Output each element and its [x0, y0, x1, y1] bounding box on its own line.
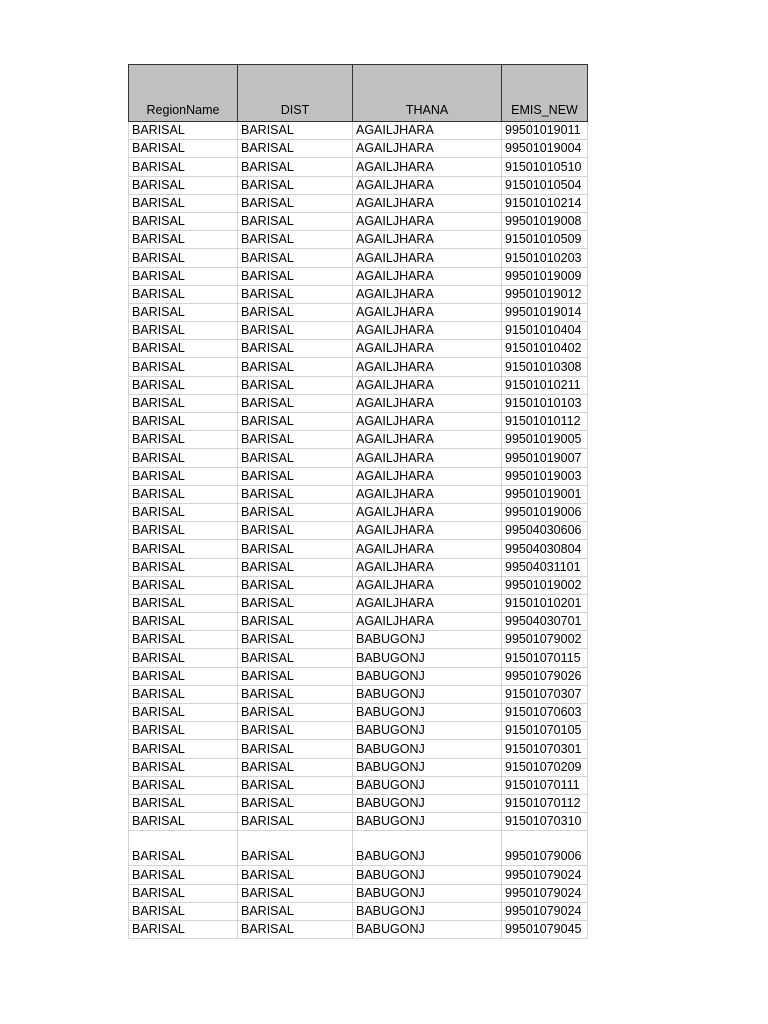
dist-cell[interactable]: BARISAL	[238, 176, 353, 194]
thana-cell[interactable]: AGAILJHARA	[353, 212, 502, 230]
region-name-cell[interactable]: BARISAL	[129, 394, 238, 412]
thana-cell[interactable]: AGAILJHARA	[353, 340, 502, 358]
emis-new-cell[interactable]: 91501070112	[502, 794, 588, 812]
region-name-cell[interactable]: BARISAL	[129, 758, 238, 776]
dist-cell[interactable]: BARISAL	[238, 485, 353, 503]
data-table	[128, 64, 588, 939]
thana-cell[interactable]: AGAILJHARA	[353, 503, 502, 521]
dist-cell[interactable]: BARISAL	[238, 322, 353, 340]
thana-cell[interactable]: AGAILJHARA	[353, 413, 502, 431]
table-row	[129, 122, 588, 140]
thana-cell[interactable]: BABUGONJ	[353, 667, 502, 685]
table-row	[129, 866, 588, 884]
thana-cell[interactable]: AGAILJHARA	[353, 613, 502, 631]
thana-cell[interactable]: AGAILJHARA	[353, 431, 502, 449]
table-row	[129, 613, 588, 631]
thana-cell[interactable]: BABUGONJ	[353, 794, 502, 812]
region-name-cell[interactable]: BARISAL	[129, 303, 238, 321]
thana-cell[interactable]: BABUGONJ	[353, 722, 502, 740]
dist-cell[interactable]: BARISAL	[238, 631, 353, 649]
region-name-cell[interactable]: BARISAL	[129, 685, 238, 703]
region-name-cell[interactable]: BARISAL	[129, 831, 238, 866]
table-row	[129, 358, 588, 376]
table-row	[129, 776, 588, 794]
thana-cell[interactable]: BABUGONJ	[353, 685, 502, 703]
table-row	[129, 920, 588, 938]
emis-new-cell[interactable]: 99501079024	[502, 866, 588, 884]
table-row	[129, 176, 588, 194]
header-region-name[interactable]: RegionName	[129, 65, 238, 122]
region-name-cell[interactable]: BARISAL	[129, 376, 238, 394]
table-row	[129, 740, 588, 758]
table-row	[129, 140, 588, 158]
region-name-cell[interactable]: BARISAL	[129, 503, 238, 521]
region-name-cell[interactable]: BARISAL	[129, 485, 238, 503]
dist-cell[interactable]: BARISAL	[238, 249, 353, 267]
dist-cell[interactable]: BARISAL	[238, 920, 353, 938]
region-name-cell[interactable]: BARISAL	[129, 649, 238, 667]
emis-new-cell[interactable]: 91501070115	[502, 649, 588, 667]
emis-new-cell[interactable]: 91501010308	[502, 358, 588, 376]
thana-cell[interactable]: BABUGONJ	[353, 902, 502, 920]
dist-cell[interactable]: BARISAL	[238, 212, 353, 230]
dist-cell[interactable]: BARISAL	[238, 467, 353, 485]
table-row	[129, 576, 588, 594]
table-row	[129, 231, 588, 249]
region-name-cell[interactable]: BARISAL	[129, 358, 238, 376]
emis-new-cell[interactable]: 99504030606	[502, 522, 588, 540]
thana-cell[interactable]: BABUGONJ	[353, 831, 502, 866]
region-name-cell[interactable]: BARISAL	[129, 631, 238, 649]
table-row	[129, 649, 588, 667]
table-row	[129, 413, 588, 431]
dist-cell[interactable]: BARISAL	[238, 303, 353, 321]
thana-cell[interactable]: AGAILJHARA	[353, 303, 502, 321]
table-row	[129, 485, 588, 503]
emis-new-cell[interactable]: 91501010402	[502, 340, 588, 358]
dist-cell[interactable]: BARISAL	[238, 758, 353, 776]
thana-cell[interactable]: BABUGONJ	[353, 704, 502, 722]
dist-cell[interactable]: BARISAL	[238, 704, 353, 722]
thana-cell[interactable]: AGAILJHARA	[353, 358, 502, 376]
table-row	[129, 431, 588, 449]
thana-cell[interactable]: AGAILJHARA	[353, 267, 502, 285]
region-name-cell[interactable]: BARISAL	[129, 122, 238, 140]
region-name-cell[interactable]: BARISAL	[129, 558, 238, 576]
dist-cell[interactable]: BARISAL	[238, 613, 353, 631]
dist-cell[interactable]: BARISAL	[238, 776, 353, 794]
emis-new-cell[interactable]: 91501010103	[502, 394, 588, 412]
thana-cell[interactable]: BABUGONJ	[353, 776, 502, 794]
emis-new-cell[interactable]: 99504030701	[502, 613, 588, 631]
region-name-cell[interactable]: BARISAL	[129, 902, 238, 920]
table-row	[129, 813, 588, 831]
dist-cell[interactable]: BARISAL	[238, 831, 353, 866]
emis-new-cell[interactable]: 91501070111	[502, 776, 588, 794]
emis-new-cell[interactable]: 91501010404	[502, 322, 588, 340]
region-name-cell[interactable]: BARISAL	[129, 231, 238, 249]
thana-cell[interactable]: BABUGONJ	[353, 758, 502, 776]
emis-new-cell[interactable]: 99501019007	[502, 449, 588, 467]
dist-cell[interactable]: BARISAL	[238, 231, 353, 249]
dist-cell[interactable]: BARISAL	[238, 285, 353, 303]
dist-cell[interactable]: BARISAL	[238, 794, 353, 812]
table-row	[129, 540, 588, 558]
table-row	[129, 376, 588, 394]
table-row	[129, 722, 588, 740]
region-name-cell[interactable]: BARISAL	[129, 340, 238, 358]
dist-cell[interactable]: BARISAL	[238, 413, 353, 431]
emis-new-cell[interactable]: 91501010201	[502, 594, 588, 612]
dist-cell[interactable]: BARISAL	[238, 358, 353, 376]
table-row	[129, 685, 588, 703]
table-row	[129, 340, 588, 358]
region-name-cell[interactable]: BARISAL	[129, 249, 238, 267]
table-row	[129, 631, 588, 649]
table-row	[129, 758, 588, 776]
table-row	[129, 249, 588, 267]
table-row	[129, 449, 588, 467]
thana-cell[interactable]: AGAILJHARA	[353, 449, 502, 467]
thana-cell[interactable]: AGAILJHARA	[353, 122, 502, 140]
region-name-cell[interactable]: BARISAL	[129, 140, 238, 158]
region-name-cell[interactable]: BARISAL	[129, 613, 238, 631]
emis-new-cell[interactable]: 99501079006	[502, 831, 588, 866]
emis-new-cell[interactable]: 91501010510	[502, 158, 588, 176]
emis-new-cell[interactable]: 99501079045	[502, 920, 588, 938]
dist-cell[interactable]: BARISAL	[238, 194, 353, 212]
region-name-cell[interactable]: BARISAL	[129, 322, 238, 340]
region-name-cell[interactable]: BARISAL	[129, 704, 238, 722]
header-dist[interactable]: DIST	[238, 65, 353, 122]
emis-new-cell[interactable]: 91501010203	[502, 249, 588, 267]
table-row	[129, 503, 588, 521]
thana-cell[interactable]: AGAILJHARA	[353, 540, 502, 558]
dist-cell[interactable]: BARISAL	[238, 667, 353, 685]
dist-cell[interactable]: BARISAL	[238, 594, 353, 612]
dist-cell[interactable]: BARISAL	[238, 576, 353, 594]
region-name-cell[interactable]: BARISAL	[129, 740, 238, 758]
region-name-cell[interactable]: BARISAL	[129, 449, 238, 467]
region-name-cell[interactable]: BARISAL	[129, 267, 238, 285]
table-row	[129, 322, 588, 340]
thana-cell[interactable]: AGAILJHARA	[353, 522, 502, 540]
thana-cell[interactable]: AGAILJHARA	[353, 485, 502, 503]
region-name-cell[interactable]: BARISAL	[129, 212, 238, 230]
dist-cell[interactable]: BARISAL	[238, 503, 353, 521]
thana-cell[interactable]: AGAILJHARA	[353, 194, 502, 212]
region-name-cell[interactable]: BARISAL	[129, 794, 238, 812]
thana-cell[interactable]: AGAILJHARA	[353, 594, 502, 612]
dist-cell[interactable]: BARISAL	[238, 267, 353, 285]
emis-new-cell[interactable]: 99501019004	[502, 140, 588, 158]
table-row	[129, 467, 588, 485]
region-name-cell[interactable]: BARISAL	[129, 920, 238, 938]
emis-new-cell[interactable]: 99501019014	[502, 303, 588, 321]
region-name-cell[interactable]: BARISAL	[129, 285, 238, 303]
table-row	[129, 285, 588, 303]
emis-new-cell[interactable]: 91501070310	[502, 813, 588, 831]
dist-cell[interactable]: BARISAL	[238, 866, 353, 884]
dist-cell[interactable]: BARISAL	[238, 158, 353, 176]
emis-new-cell[interactable]: 91501070307	[502, 685, 588, 703]
thana-cell[interactable]: AGAILJHARA	[353, 176, 502, 194]
region-name-cell[interactable]: BARISAL	[129, 722, 238, 740]
table-row	[129, 831, 588, 866]
dist-cell[interactable]: BARISAL	[238, 140, 353, 158]
table-row	[129, 704, 588, 722]
emis-new-cell[interactable]: 91501010112	[502, 413, 588, 431]
emis-new-cell[interactable]: 91501070301	[502, 740, 588, 758]
region-name-cell[interactable]: BARISAL	[129, 594, 238, 612]
table-row	[129, 303, 588, 321]
region-name-cell[interactable]: BARISAL	[129, 866, 238, 884]
dist-cell[interactable]: BARISAL	[238, 394, 353, 412]
table-row	[129, 158, 588, 176]
thana-cell[interactable]: BABUGONJ	[353, 813, 502, 831]
dist-cell[interactable]: BARISAL	[238, 122, 353, 140]
table-row	[129, 884, 588, 902]
region-name-cell[interactable]: BARISAL	[129, 431, 238, 449]
emis-new-cell[interactable]: 99501019006	[502, 503, 588, 521]
table-row	[129, 394, 588, 412]
table-row	[129, 522, 588, 540]
thana-cell[interactable]: AGAILJHARA	[353, 576, 502, 594]
thana-cell[interactable]: AGAILJHARA	[353, 376, 502, 394]
emis-new-cell[interactable]: 91501070603	[502, 704, 588, 722]
thana-cell[interactable]: BABUGONJ	[353, 649, 502, 667]
dist-cell[interactable]: BARISAL	[238, 649, 353, 667]
emis-new-cell[interactable]: 99501019011	[502, 122, 588, 140]
dist-cell[interactable]: BARISAL	[238, 558, 353, 576]
table-row	[129, 267, 588, 285]
thana-cell[interactable]: BABUGONJ	[353, 866, 502, 884]
dist-cell[interactable]: BARISAL	[238, 540, 353, 558]
thana-cell[interactable]: BABUGONJ	[353, 920, 502, 938]
dist-cell[interactable]: BARISAL	[238, 340, 353, 358]
region-name-cell[interactable]: BARISAL	[129, 467, 238, 485]
thana-cell[interactable]: AGAILJHARA	[353, 558, 502, 576]
table-row	[129, 558, 588, 576]
region-name-cell[interactable]: BARISAL	[129, 540, 238, 558]
table-row	[129, 794, 588, 812]
header-row	[129, 65, 588, 122]
thana-cell[interactable]: AGAILJHARA	[353, 467, 502, 485]
region-name-cell[interactable]: BARISAL	[129, 522, 238, 540]
dist-cell[interactable]: BARISAL	[238, 449, 353, 467]
emis-new-cell[interactable]: 91501010504	[502, 176, 588, 194]
header-emis-new[interactable]: EMIS_NEW	[502, 65, 588, 122]
thana-cell[interactable]: AGAILJHARA	[353, 322, 502, 340]
dist-cell[interactable]: BARISAL	[238, 902, 353, 920]
region-name-cell[interactable]: BARISAL	[129, 813, 238, 831]
emis-new-cell[interactable]: 99501079026	[502, 667, 588, 685]
emis-new-cell[interactable]: 99501019008	[502, 212, 588, 230]
thana-cell[interactable]: BABUGONJ	[353, 884, 502, 902]
region-name-cell[interactable]: BARISAL	[129, 194, 238, 212]
dist-cell[interactable]: BARISAL	[238, 813, 353, 831]
dist-cell[interactable]: BARISAL	[238, 722, 353, 740]
thana-cell[interactable]: BABUGONJ	[353, 740, 502, 758]
thana-cell[interactable]: AGAILJHARA	[353, 140, 502, 158]
emis-new-cell[interactable]: 99501019009	[502, 267, 588, 285]
emis-new-cell[interactable]: 99501019002	[502, 576, 588, 594]
emis-new-cell[interactable]: 99501019012	[502, 285, 588, 303]
emis-new-cell[interactable]: 91501070105	[502, 722, 588, 740]
region-name-cell[interactable]: BARISAL	[129, 158, 238, 176]
table-body	[129, 122, 588, 939]
thana-cell[interactable]: AGAILJHARA	[353, 158, 502, 176]
region-name-cell[interactable]: BARISAL	[129, 776, 238, 794]
dist-cell[interactable]: BARISAL	[238, 685, 353, 703]
emis-new-cell[interactable]: 99501019001	[502, 485, 588, 503]
emis-new-cell[interactable]: 91501010214	[502, 194, 588, 212]
thana-cell[interactable]: AGAILJHARA	[353, 231, 502, 249]
emis-new-cell[interactable]: 91501010211	[502, 376, 588, 394]
dist-cell[interactable]: BARISAL	[238, 740, 353, 758]
emis-new-cell[interactable]: 99501019003	[502, 467, 588, 485]
emis-new-cell[interactable]: 91501010509	[502, 231, 588, 249]
emis-new-cell[interactable]: 99501079024	[502, 902, 588, 920]
thana-cell[interactable]: AGAILJHARA	[353, 394, 502, 412]
table-row	[129, 667, 588, 685]
region-name-cell[interactable]: BARISAL	[129, 884, 238, 902]
thana-cell[interactable]: BABUGONJ	[353, 631, 502, 649]
dist-cell[interactable]: BARISAL	[238, 431, 353, 449]
emis-new-cell[interactable]: 99501019005	[502, 431, 588, 449]
region-name-cell[interactable]: BARISAL	[129, 667, 238, 685]
dist-cell[interactable]: BARISAL	[238, 884, 353, 902]
region-name-cell[interactable]: BARISAL	[129, 176, 238, 194]
emis-new-cell[interactable]: 99501079002	[502, 631, 588, 649]
dist-cell[interactable]: BARISAL	[238, 376, 353, 394]
header-thana[interactable]: THANA	[353, 65, 502, 122]
table-row	[129, 194, 588, 212]
emis-new-cell[interactable]: 91501070209	[502, 758, 588, 776]
emis-new-cell[interactable]: 99504031101	[502, 558, 588, 576]
emis-new-cell[interactable]: 99504030804	[502, 540, 588, 558]
dist-cell[interactable]: BARISAL	[238, 522, 353, 540]
table-row	[129, 594, 588, 612]
emis-new-cell[interactable]: 99501079024	[502, 884, 588, 902]
thana-cell[interactable]: AGAILJHARA	[353, 285, 502, 303]
region-name-cell[interactable]: BARISAL	[129, 413, 238, 431]
table-row	[129, 212, 588, 230]
region-name-cell[interactable]: BARISAL	[129, 576, 238, 594]
table-row	[129, 902, 588, 920]
thana-cell[interactable]: AGAILJHARA	[353, 249, 502, 267]
